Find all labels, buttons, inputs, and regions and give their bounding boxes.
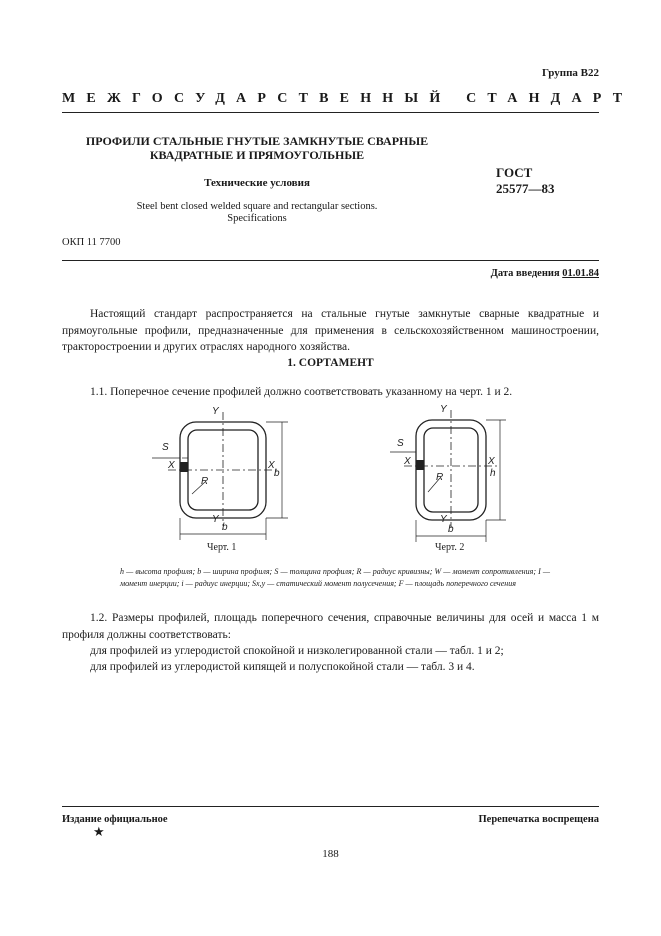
reprint-prohibited: Перепечатка воспрещена <box>478 814 599 825</box>
figure-1-b-label: b <box>222 522 228 533</box>
section-heading: 1. СОРТАМЕНТ <box>287 357 374 369</box>
date-value: 01.01.84 <box>562 268 599 279</box>
figure-2-y-top-label: Y <box>440 404 447 415</box>
figure-2-weld-seam <box>416 460 424 470</box>
figure-2-caption: Черт. 2 <box>435 542 465 553</box>
symbols-legend: h — высота профиля; b — ширина профиля; S — толщина профиля; R — радиус кривизны; W — момент сопротивления; I — момент инерции; i — радиус инерции; Sx,y — статический момент полусечения; F — площадь поперечного сечения <box>120 567 550 588</box>
figure-2-r-label: R <box>436 472 444 483</box>
figure-2-h-label: h <box>490 468 496 479</box>
official-edition: Издание официальное <box>62 814 168 825</box>
document-title <box>62 134 452 162</box>
english-title-line-1: Steel bent closed welded square and rectangular sections. <box>136 201 378 212</box>
okp-code: ОКП 11 7700 <box>62 237 121 248</box>
figure-1-x-left-label: X <box>168 460 175 471</box>
document-subtitle: Технические условия <box>204 177 310 189</box>
gost-designation <box>496 165 555 197</box>
interstate-standard-heading: МЕЖГОСУДАРСТВЕННЫЙ СТАНДАРТ <box>62 91 634 106</box>
gost-number: 25577—83 <box>496 181 555 196</box>
figure-1 <box>152 412 288 540</box>
paragraph-1-2-item-1: для профилей из углеродистой спокойной и низколегированной стали — табл. 1 и 2; <box>90 645 504 657</box>
figure-2-b-label: b <box>448 524 454 535</box>
figure-1-caption: Черт. 1 <box>207 542 237 553</box>
figure-2-x-right-label: X <box>488 456 495 467</box>
figure-1-s-label: S <box>162 442 169 453</box>
english-title <box>62 201 452 225</box>
figure-1-x-right-label: X <box>268 460 275 471</box>
figure-2-y-bottom-label: Y <box>440 514 447 525</box>
figure-1-side-label: b <box>274 468 280 479</box>
page-number: 188 <box>322 848 339 860</box>
figure-1-r-label: R <box>201 476 209 487</box>
title-line-2: КВАДРАТНЫЕ И ПРЯМОУГОЛЬНЫЕ <box>149 148 365 162</box>
figure-1-weld-seam <box>180 462 188 472</box>
gost-label: ГОСТ <box>496 165 533 180</box>
figure-2-s-label: S <box>397 438 404 449</box>
paragraph-1-2-item-2: для профилей из углеродистой кипящей и полуспокойной стали — табл. 3 и 4. <box>90 661 475 673</box>
group-label: Группа В22 <box>541 67 599 79</box>
figure-1-y-top-label: Y <box>212 406 219 417</box>
title-line-1: ПРОФИЛИ СТАЛЬНЫЕ ГНУТЫЕ ЗАМКНУТЫЕ СВАРНЫЕ <box>85 134 429 148</box>
figure-2 <box>390 410 506 542</box>
paragraph-1-2: 1.2. Размеры профилей, площадь поперечного сечения, справочные величины для осей и масса 1 м профиля должны соответствовать: <box>62 612 599 641</box>
title-rule <box>62 260 599 261</box>
star-icon: ★ <box>93 824 105 839</box>
paragraph-1-1: 1.1. Поперечное сечение профилей должно соответствовать указанному на черт. 1 и 2. <box>90 386 513 398</box>
introduction-date <box>491 268 599 279</box>
english-title-line-2: Specifications <box>227 213 287 224</box>
date-label: Дата введения <box>490 268 560 279</box>
intro-paragraph: Настоящий стандарт распространяется на стальные гнутые замкнутые сварные квадратные и прямоугольные профили, предназначенные для применения в сельскохозяйственном машиностроении, тракторостроении и других отраслях народного хозяйства. <box>62 308 599 353</box>
figure-1-y-bottom-label: Y <box>212 514 219 525</box>
figure-2-x-left-label: X <box>404 456 411 467</box>
footer-rule <box>62 806 599 807</box>
cross-section-drawings <box>150 404 550 560</box>
header-rule <box>62 112 599 113</box>
